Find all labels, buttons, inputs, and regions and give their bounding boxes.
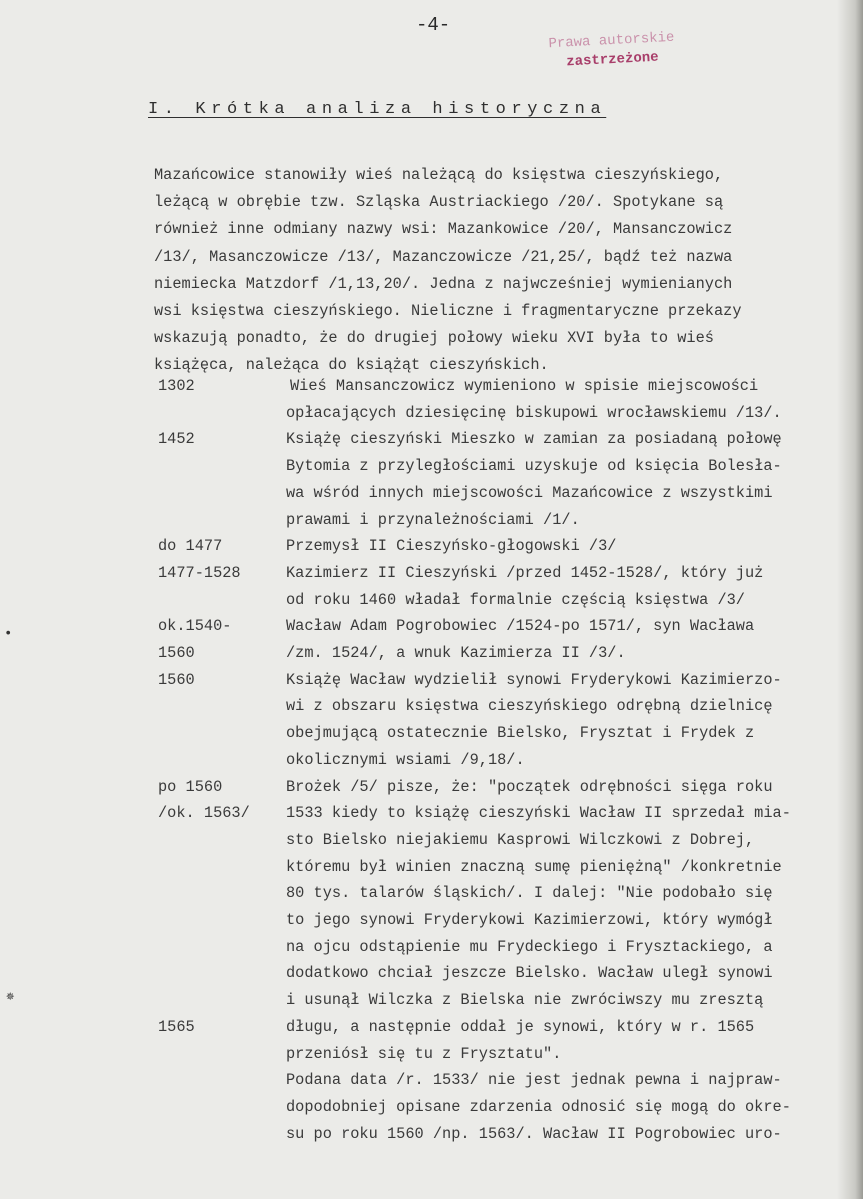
- row-text-line: to jego synowi Fryderykowi Kazimierzowi, który wymógł: [286, 911, 773, 930]
- intro-line: wsi księstwa cieszyńskiego. Nieliczne i fragmentaryczne przekazy: [154, 302, 742, 321]
- page-edge-shadow: [837, 0, 863, 1199]
- row-text-line: Wacław Adam Pogrobowiec /1524-po 1571/, syn Wacława: [286, 617, 755, 636]
- intro-line: wskazują ponadto, że do drugiej połowy wieku XVI była to wieś: [154, 329, 714, 348]
- row-text-line: Wieś Mansanczowicz wymieniono w spisie miejscowości: [290, 377, 759, 395]
- row-text-line: wi z obszaru księstwa cieszyńskiego odrębną dzielnicę: [286, 697, 773, 716]
- row-description: [286, 373, 782, 426]
- row-text-line: Brożek /5/ pisze, że: "początek odrębności sięga roku: [286, 777, 773, 796]
- row-description: [286, 613, 754, 640]
- intro-line: /13/, Masanczowicze /13/, Mazanczowicze /21,25/, bądź też nazwa: [154, 247, 733, 266]
- chronology-row: [158, 640, 791, 667]
- row-date: 1560: [158, 644, 195, 663]
- row-description: [286, 1014, 791, 1148]
- row-text-line: Przemysł II Cieszyńsko-głogowski /3/: [286, 537, 617, 556]
- section-heading: I. Krótka analiza historyczna: [148, 100, 607, 119]
- row-text-line: obejmującą ostatecznie Bielsko, Frysztat i Frydek z: [286, 724, 755, 743]
- copyright-stamp: [536, 28, 688, 74]
- row-text-line: wa wśród innych miejscowości Mazańcowice z wszystkimi: [286, 483, 773, 502]
- row-text-line: Książę Wacław wydzielił synowi Fryderykowi Kazimierzo-: [286, 670, 782, 689]
- intro-line: niemiecka Matzdorf /1,13,20/. Jedna z najwcześniej wymienianych: [154, 274, 733, 293]
- row-description: [286, 426, 782, 533]
- chronology-row: [158, 560, 791, 613]
- page-number: -4-: [416, 14, 451, 36]
- row-description: [286, 774, 773, 801]
- row-text-line: 80 tys. talarów śląskich/. I dalej: "Nie podobało się: [286, 884, 773, 903]
- chronology-row: [158, 774, 791, 801]
- row-date: 1565: [158, 1017, 195, 1036]
- row-text-line: na ojcu odstąpienie mu Frydeckiego i Frysztackiego, a: [286, 937, 773, 956]
- row-text-line: i usunął Wilczka z Bielska nie zwróciwszy mu zresztą: [286, 991, 764, 1010]
- row-text-line: Książę cieszyński Mieszko w zamian za posiadaną połowę: [286, 430, 782, 449]
- chronology-row: [158, 1014, 791, 1148]
- margin-mark: •: [4, 626, 13, 642]
- row-text-line: Kazimierz II Cieszyński /przed 1452-1528/, który już: [286, 563, 764, 582]
- row-date: /ok. 1563/: [158, 804, 250, 823]
- row-text-line: sto Bielsko niejakiemu Kasprowi Wilczkowi z Dobrej,: [286, 830, 755, 849]
- row-date: po 1560: [158, 777, 223, 796]
- margin-mark: ✵: [6, 989, 15, 1005]
- row-text-line: su po roku 1560 /np. 1563/. Wacław II Pogrobowiec uro-: [286, 1124, 782, 1143]
- row-text-line: opłacających dziesięcinę biskupowi wrocławskiemu /13/.: [286, 403, 782, 422]
- row-text-line: długu, a następnie oddał je synowi, który w r. 1565: [286, 1017, 755, 1036]
- row-date: 1560: [158, 670, 195, 689]
- row-description: [286, 560, 763, 613]
- stamp-line-2: zastrzeżone: [565, 49, 660, 71]
- row-text-line: 1533 kiedy to książę cieszyński Wacław II sprzedał mia-: [286, 804, 791, 823]
- row-date: 1452: [158, 430, 195, 449]
- row-text-line: dopodobniej opisane zdarzenia odnosić się mogą do okre-: [286, 1097, 791, 1116]
- row-text-line: /zm. 1524/, a wnuk Kazimierza II /3/.: [286, 644, 626, 663]
- row-text-line: Bytomia z przyległościami uzyskuje od księcia Bolesła-: [286, 457, 782, 476]
- row-date: 1477-1528: [158, 563, 241, 582]
- row-text-line: dodatkowo chciał jeszcze Bielsko. Wacław uległ synowi: [286, 964, 773, 983]
- stamp-line-1: Prawa autorskie: [548, 29, 675, 53]
- row-description: [286, 667, 782, 774]
- intro-line: Mazańcowice stanowiły wieś należącą do księstwa cieszyńskiego,: [154, 166, 724, 184]
- row-date: 1302: [158, 377, 195, 395]
- chronology-row: [158, 800, 791, 1014]
- row-date: ok.1540-: [158, 617, 232, 636]
- row-text-line: Podana data /r. 1533/ nie jest jednak pewna i najpraw-: [286, 1071, 782, 1090]
- intro-line: książęca, należąca do książąt cieszyńskich.: [154, 356, 549, 375]
- row-description: [286, 533, 616, 560]
- chronology-row: [158, 533, 791, 560]
- chronology-row: [158, 426, 791, 533]
- row-text-line: od roku 1460 władał formalnie częścią księstwa /3/: [286, 590, 745, 609]
- row-date: do 1477: [158, 537, 223, 556]
- intro-line: również inne odmiany nazwy wsi: Mazankowice /20/, Mansanczowicz: [154, 220, 733, 239]
- row-text-line: okolicznymi wsiami /9,18/.: [286, 750, 525, 769]
- chronology-row: [158, 613, 791, 640]
- row-text-line: prawami i przynależnościami /1/.: [286, 510, 580, 529]
- chronology-list: [158, 373, 791, 1147]
- row-description: [286, 800, 791, 1014]
- row-text-line: któremu był winien znaczną sumę pieniężną" /konkretnie: [286, 857, 782, 876]
- chronology-row: [158, 373, 791, 426]
- row-text-line: przeniósł się tu z Frysztatu".: [286, 1044, 562, 1063]
- chronology-row: [158, 667, 791, 774]
- intro-line: leżącą w obrębie tzw. Szląska Austriackiego /20/. Spotykane są: [154, 193, 724, 212]
- intro-paragraph: [154, 162, 834, 380]
- row-description: [286, 640, 626, 667]
